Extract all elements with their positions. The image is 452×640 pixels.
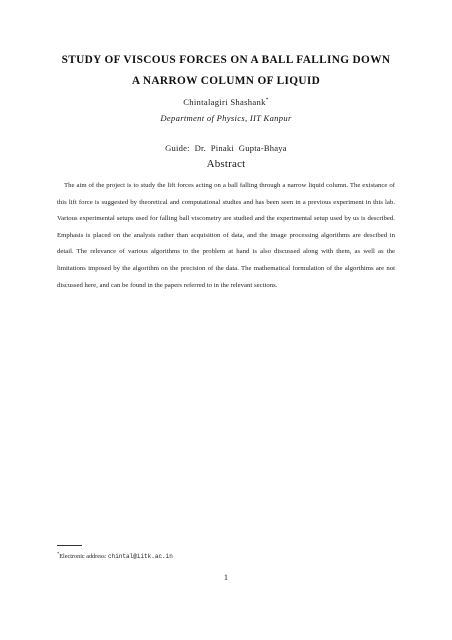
author-affiliation: Department of Physics, IIT Kanpur (160, 113, 292, 123)
abstract-heading: Abstract (206, 158, 246, 170)
footnote (57, 549, 173, 561)
footnote-label: Electronic address: (59, 553, 109, 561)
paper-title (40, 50, 412, 92)
page-number: 1 (223, 573, 229, 582)
footnote-email: chintal@iitk.ac.in (108, 553, 173, 561)
footnote-rule (57, 545, 82, 546)
guide-line: Guide: Dr. Pinaki Gupta-Bhaya (165, 143, 287, 153)
footnote-mark: * (57, 551, 60, 556)
author-footnote-mark: * (265, 97, 269, 104)
title-line-1: STUDY OF VISCOUS FORCES ON A BALL FALLING DOWN (61, 54, 391, 66)
author-name: Chintalagiri Shashank (183, 97, 266, 107)
abstract-body: The aim of the project is to study the lift forces acting on a ball falling through a narrow liquid column. The existance of this lift force is suggested by theoretical and computational studies and has been seen in a previous experiment in this lab. Various experimental setups used for falling ball viscometry are studied and the experimental setup used by us is described. Emphasis is placed on the analysis rather than acquisition of data, and the image processing algorithms are descibed in detail. The relevance of various algorithms to the problem at hand is also discussed along with them, as well as the limitations imposed by the algorithm on the precision of the data. The mathematical formulation of the algorthims are not discussed here, and can be found in the papers referred to in the relevant sections. (57, 182, 395, 289)
title-line-2: A NARROW COLUMN OF LIQUID (131, 75, 321, 87)
author-line (0, 97, 452, 107)
